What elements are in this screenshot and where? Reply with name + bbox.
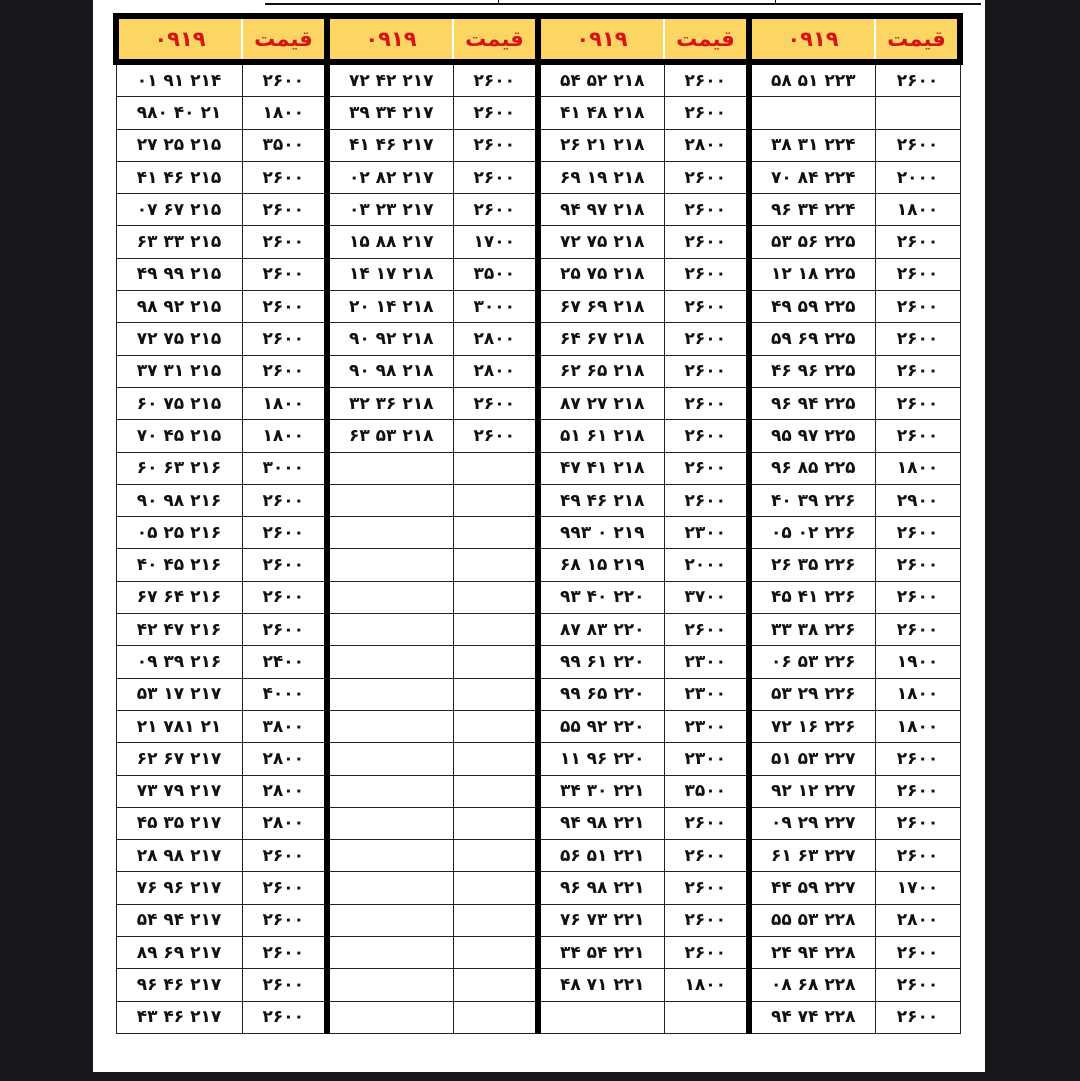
phone-number-cell: ۲۲۵ ۵۹ ۴۹ (749, 291, 875, 323)
price-cell: ۲۶۰۰ (242, 1001, 327, 1033)
phone-number-cell (327, 484, 453, 516)
price-cell: ۲۶۰۰ (664, 387, 749, 419)
price-cell: ۲۶۰۰ (875, 129, 960, 161)
price-cell: ۲۶۰۰ (453, 387, 538, 419)
price-cell: ۲۶۰۰ (875, 969, 960, 1001)
phone-number-cell: ۲۲۵ ۹۷ ۹۵ (749, 420, 875, 452)
phone-number-cell: ۲۱۷ ۶۹ ۸۹ (116, 937, 242, 969)
phone-number-cell (327, 581, 453, 613)
price-cell: ۲۶۰۰ (242, 581, 327, 613)
price-cell: ۲۶۰۰ (664, 323, 749, 355)
table-row (116, 807, 960, 839)
number-prefix-header: ۰۹۱۹ (749, 16, 875, 62)
phone-number-cell: ۲۱۷ ۴۶ ۴۱ (327, 129, 453, 161)
phone-number-cell: ۲۱۶ ۹۸ ۹۰ (116, 484, 242, 516)
phone-number-cell: ۲۱۸ ۶۱ ۵۱ (538, 420, 664, 452)
table-row (116, 291, 960, 323)
phone-number-cell: ۲۱۷ ۸۲ ۰۲ (327, 161, 453, 193)
phone-number-cell: ۲۲۷ ۶۳ ۶۱ (749, 840, 875, 872)
price-cell: ۲۶۰۰ (875, 614, 960, 646)
phone-number-cell: ۲۲۸ ۶۸ ۰۸ (749, 969, 875, 1001)
phone-number-cell: ۲۱۵ ۳۳ ۶۳ (116, 226, 242, 258)
price-cell: ۲۶۰۰ (875, 937, 960, 969)
price-cell (453, 549, 538, 581)
price-cell (453, 904, 538, 936)
phone-number-cell: ۲۱ ۷۸۱ ۲۱ (116, 710, 242, 742)
phone-number-cell: ۲۲۵ ۸۵ ۹۶ (749, 452, 875, 484)
price-cell: ۲۶۰۰ (242, 355, 327, 387)
table-row (116, 549, 960, 581)
price-cell: ۲۶۰۰ (875, 291, 960, 323)
price-cell: ۲۶۰۰ (453, 194, 538, 226)
price-cell: ۲۶۰۰ (664, 97, 749, 129)
price-cell: ۲۶۰۰ (242, 904, 327, 936)
price-cell (453, 743, 538, 775)
price-cell: ۲۶۰۰ (875, 323, 960, 355)
price-cell: ۲۶۰۰ (242, 323, 327, 355)
table-row (116, 710, 960, 742)
phone-number-cell: ۲۱۸ ۶۷ ۶۴ (538, 323, 664, 355)
price-cell: ۲۶۰۰ (875, 743, 960, 775)
price-cell: ۳۵۰۰ (242, 129, 327, 161)
price-cell: ۲۶۰۰ (664, 452, 749, 484)
price-cell: ۲۹۰۰ (875, 484, 960, 516)
phone-number-cell: ۲۱۸ ۳۶ ۳۲ (327, 387, 453, 419)
price-cell: ۲۶۰۰ (875, 355, 960, 387)
phone-number-cell: ۲۲۴ ۳۱ ۳۸ (749, 129, 875, 161)
table-row (116, 323, 960, 355)
phone-number-cell: ۲۲۱ ۹۸ ۹۶ (538, 872, 664, 904)
price-cell: ۲۶۰۰ (664, 937, 749, 969)
number-prefix-header: ۰۹۱۹ (116, 16, 242, 62)
price-cell: ۲۶۰۰ (242, 226, 327, 258)
price-cell: ۳۸۰۰ (242, 710, 327, 742)
phone-number-cell (327, 904, 453, 936)
phone-number-cell: ۲۱۷ ۲۳ ۰۳ (327, 194, 453, 226)
phone-number-cell: ۲۲۵ ۹۴ ۹۶ (749, 387, 875, 419)
phone-number-cell: ۲۲۰ ۸۳ ۸۷ (538, 614, 664, 646)
price-cell (875, 97, 960, 129)
phone-number-cell: ۲۲۱ ۵۱ ۵۶ (538, 840, 664, 872)
price-cell: ۲۶۰۰ (664, 614, 749, 646)
price-header: قیمت (664, 16, 749, 62)
phone-number-cell: ۲۱۷ ۴۶ ۴۳ (116, 1001, 242, 1033)
phone-number-cell (327, 872, 453, 904)
price-cell: ۲۶۰۰ (664, 420, 749, 452)
price-cell: ۲۳۰۰ (664, 743, 749, 775)
number-prefix-header: ۰۹۱۹ (327, 16, 453, 62)
price-cell: ۲۶۰۰ (875, 517, 960, 549)
phone-number-cell: ۲۲۶ ۳۵ ۲۶ (749, 549, 875, 581)
price-cell: ۲۸۰۰ (453, 323, 538, 355)
price-cell: ۲۶۰۰ (242, 969, 327, 1001)
phone-number-cell: ۲۱۵ ۷۵ ۷۲ (116, 323, 242, 355)
phone-number-cell: ۲۲۶ ۳۹ ۴۰ (749, 484, 875, 516)
price-cell (453, 1001, 538, 1033)
phone-number-cell: ۲۲۶ ۱۶ ۷۲ (749, 710, 875, 742)
price-cell (453, 872, 538, 904)
phone-number-cell: ۲۲۷ ۱۲ ۹۲ (749, 775, 875, 807)
price-cell: ۲۴۰۰ (242, 646, 327, 678)
price-cell: ۲۶۰۰ (242, 937, 327, 969)
phone-number-cell (327, 678, 453, 710)
table-row (116, 614, 960, 646)
price-cell (453, 581, 538, 613)
price-cell: ۲۸۰۰ (242, 743, 327, 775)
price-cell (453, 775, 538, 807)
phone-number-cell: ۲۱۹ ۰ ۹۹۳ (538, 517, 664, 549)
phone-number-cell (327, 840, 453, 872)
phone-number-cell: ۲۱۸ ۶۹ ۶۷ (538, 291, 664, 323)
table-row (116, 840, 960, 872)
price-cell: ۲۶۰۰ (242, 194, 327, 226)
phone-number-cell: ۲۲۰ ۶۵ ۹۹ (538, 678, 664, 710)
price-cell (453, 678, 538, 710)
phone-number-cell (327, 549, 453, 581)
phone-number-cell: ۲۱۸ ۷۵ ۷۲ (538, 226, 664, 258)
price-cell (453, 937, 538, 969)
phone-number-cell: ۲۱۸ ۱۹ ۶۹ (538, 161, 664, 193)
table-row (116, 161, 960, 193)
divider (498, 0, 499, 3)
phone-number-cell: ۲۱۸ ۵۲ ۵۴ (538, 62, 664, 97)
table-row (116, 62, 960, 97)
price-cell: ۲۶۰۰ (875, 258, 960, 290)
phone-number-cell: ۲۱۹ ۱۵ ۶۸ (538, 549, 664, 581)
phone-number-cell: ۲۱۶ ۶۴ ۶۷ (116, 581, 242, 613)
price-cell: ۲۶۰۰ (242, 161, 327, 193)
phone-number-cell (327, 937, 453, 969)
phone-number-cell: ۲۱۸ ۹۲ ۹۰ (327, 323, 453, 355)
phone-number-cell: ۲۲۱ ۵۴ ۳۴ (538, 937, 664, 969)
price-cell: ۲۶۰۰ (242, 484, 327, 516)
price-cell: ۲۰۰۰ (875, 161, 960, 193)
price-cell: ۲۶۰۰ (875, 549, 960, 581)
phone-number-cell (327, 646, 453, 678)
table-body (116, 62, 960, 1033)
phone-number-cell (327, 1001, 453, 1033)
phone-number-cell: ۲۱۵ ۹۹ ۴۹ (116, 258, 242, 290)
price-cell: ۲۶۰۰ (664, 194, 749, 226)
price-cell: ۲۳۰۰ (664, 710, 749, 742)
price-cell: ۲۶۰۰ (875, 387, 960, 419)
price-cell (453, 807, 538, 839)
phone-number-cell: ۲۱۶ ۴۵ ۴۰ (116, 549, 242, 581)
header-row (116, 16, 960, 62)
price-cell (664, 1001, 749, 1033)
phone-number-cell: ۲۱۶ ۴۷ ۴۲ (116, 614, 242, 646)
phone-number-cell: ۲۲۰ ۹۲ ۵۵ (538, 710, 664, 742)
price-cell: ۲۸۰۰ (242, 775, 327, 807)
phone-number-cell: ۲۱۸ ۶۵ ۶۲ (538, 355, 664, 387)
phone-number-cell: ۲۲۷ ۵۹ ۴۴ (749, 872, 875, 904)
phone-number-cell: ۲۲۶ ۲۹ ۵۳ (749, 678, 875, 710)
phone-number-cell: ۲۲۵ ۹۶ ۴۶ (749, 355, 875, 387)
phone-number-cell (327, 743, 453, 775)
phone-number-cell: ۲۲۱ ۳۰ ۳۴ (538, 775, 664, 807)
price-cell: ۲۶۰۰ (664, 807, 749, 839)
phone-number-cell: ۲۲۰ ۶۱ ۹۹ (538, 646, 664, 678)
phone-number-cell: ۲۲۷ ۵۳ ۵۱ (749, 743, 875, 775)
phone-number-cell: ۲۱۵ ۴۶ ۴۱ (116, 161, 242, 193)
phone-number-cell: ۲۱۸ ۹۸ ۹۰ (327, 355, 453, 387)
phone-number-cell: ۲۲۸ ۷۴ ۹۴ (749, 1001, 875, 1033)
phone-number-cell (327, 969, 453, 1001)
phone-number-cell: ۲۲۱ ۷۳ ۷۶ (538, 904, 664, 936)
phone-number-cell: ۲۲۶ ۴۱ ۴۵ (749, 581, 875, 613)
price-cell: ۲۸۰۰ (453, 355, 538, 387)
phone-number-cell: ۲۱۷ ۱۷ ۵۳ (116, 678, 242, 710)
price-cell: ۲۶۰۰ (875, 226, 960, 258)
phone-number-cell: ۲۲۱ ۷۱ ۴۸ (538, 969, 664, 1001)
phone-number-cell: ۲۱۷ ۴۲ ۷۲ (327, 62, 453, 97)
price-cell: ۲۳۰۰ (664, 517, 749, 549)
phone-number-cell: ۲۱۵ ۶۷ ۰۷ (116, 194, 242, 226)
price-cell: ۲۶۰۰ (242, 291, 327, 323)
phone-number-cell: ۲۱۸ ۴۶ ۴۹ (538, 484, 664, 516)
price-cell: ۲۶۰۰ (664, 904, 749, 936)
phone-number-cell: ۲۱۷ ۷۹ ۷۳ (116, 775, 242, 807)
price-cell: ۲۶۰۰ (242, 840, 327, 872)
phone-number-cell: ۲۲۷ ۲۹ ۰۹ (749, 807, 875, 839)
price-cell: ۱۸۰۰ (242, 97, 327, 129)
price-cell: ۲۶۰۰ (453, 420, 538, 452)
price-header: قیمت (875, 16, 960, 62)
phone-number-cell (327, 775, 453, 807)
price-cell (453, 517, 538, 549)
phone-number-cell: ۲۱۵ ۳۱ ۳۷ (116, 355, 242, 387)
table-row (116, 743, 960, 775)
table-row (116, 452, 960, 484)
table-row (116, 517, 960, 549)
price-cell: ۲۶۰۰ (875, 1001, 960, 1033)
phone-number-cell: ۲۲۵ ۱۸ ۱۲ (749, 258, 875, 290)
phone-number-cell: ۲۲۱ ۹۸ ۹۴ (538, 807, 664, 839)
price-cell: ۱۸۰۰ (875, 710, 960, 742)
table-row (116, 1001, 960, 1033)
price-cell: ۱۸۰۰ (664, 969, 749, 1001)
price-cell: ۱۸۰۰ (875, 678, 960, 710)
phone-number-cell: ۲۱۸ ۱۴ ۲۰ (327, 291, 453, 323)
price-cell (453, 452, 538, 484)
table-row (116, 581, 960, 613)
price-cell: ۴۰۰۰ (242, 678, 327, 710)
phone-number-cell: ۲۱۶ ۲۵ ۰۵ (116, 517, 242, 549)
price-cell (453, 484, 538, 516)
price-cell: ۲۶۰۰ (875, 840, 960, 872)
phone-number-price-table (113, 13, 963, 1034)
table-row (116, 258, 960, 290)
price-cell: ۱۸۰۰ (242, 387, 327, 419)
phone-number-cell: ۲۱ ۴۰ ۹۸۰ (116, 97, 242, 129)
phone-number-cell: ۲۱۷ ۳۵ ۴۵ (116, 807, 242, 839)
price-cell: ۳۰۰۰ (453, 291, 538, 323)
price-cell: ۲۶۰۰ (242, 872, 327, 904)
price-cell: ۲۶۰۰ (664, 840, 749, 872)
phone-number-cell: ۲۲۸ ۵۳ ۵۵ (749, 904, 875, 936)
phone-number-cell (327, 710, 453, 742)
phone-number-cell (327, 807, 453, 839)
number-prefix-header: ۰۹۱۹ (538, 16, 664, 62)
price-cell: ۳۵۰۰ (453, 258, 538, 290)
price-cell: ۲۶۰۰ (242, 614, 327, 646)
price-cell (453, 646, 538, 678)
phone-number-cell: ۲۲۰ ۹۶ ۱۱ (538, 743, 664, 775)
phone-number-cell: ۲۱۸ ۵۳ ۶۳ (327, 420, 453, 452)
phone-number-cell: ۲۱۴ ۹۱ ۰۱ (116, 62, 242, 97)
price-cell: ۲۰۰۰ (664, 549, 749, 581)
price-cell: ۳۰۰۰ (242, 452, 327, 484)
price-cell: ۲۶۰۰ (664, 62, 749, 97)
divider (775, 0, 776, 3)
price-cell: ۱۹۰۰ (875, 646, 960, 678)
table-row (116, 97, 960, 129)
phone-number-cell: ۲۲۵ ۵۶ ۵۳ (749, 226, 875, 258)
table-row (116, 420, 960, 452)
phone-number-cell: ۲۲۵ ۶۹ ۵۹ (749, 323, 875, 355)
phone-number-cell: ۲۱۷ ۶۷ ۶۲ (116, 743, 242, 775)
phone-number-cell: ۲۲۸ ۹۴ ۲۴ (749, 937, 875, 969)
table-row (116, 969, 960, 1001)
table-row (116, 226, 960, 258)
previous-table-edge (265, 0, 981, 5)
table-row (116, 904, 960, 936)
table-row (116, 355, 960, 387)
table-row (116, 484, 960, 516)
phone-number-cell: ۲۱۷ ۸۸ ۱۵ (327, 226, 453, 258)
price-cell: ۲۶۰۰ (242, 62, 327, 97)
price-cell: ۲۶۰۰ (664, 484, 749, 516)
phone-number-cell: ۲۱۷ ۹۶ ۷۶ (116, 872, 242, 904)
phone-number-cell: ۲۲۴ ۸۴ ۷۰ (749, 161, 875, 193)
phone-number-cell: ۲۱۸ ۴۱ ۴۷ (538, 452, 664, 484)
price-cell: ۲۶۰۰ (875, 775, 960, 807)
price-cell: ۲۳۰۰ (664, 646, 749, 678)
phone-number-cell: ۲۱۸ ۴۸ ۴۱ (538, 97, 664, 129)
phone-number-cell: ۲۱۶ ۳۹ ۰۹ (116, 646, 242, 678)
phone-number-cell: ۲۱۵ ۹۲ ۹۸ (116, 291, 242, 323)
price-cell: ۲۶۰۰ (664, 355, 749, 387)
phone-number-cell (327, 517, 453, 549)
phone-number-cell: ۲۱۸ ۷۵ ۲۵ (538, 258, 664, 290)
phone-number-cell: ۲۱۷ ۹۴ ۵۴ (116, 904, 242, 936)
price-cell: ۲۸۰۰ (664, 129, 749, 161)
price-cell: ۱۸۰۰ (875, 452, 960, 484)
price-cell: ۲۶۰۰ (242, 549, 327, 581)
price-cell: ۲۶۰۰ (453, 97, 538, 129)
phone-number-cell: ۲۲۶ ۰۲ ۰۵ (749, 517, 875, 549)
price-cell: ۲۶۰۰ (453, 129, 538, 161)
price-cell: ۳۵۰۰ (664, 775, 749, 807)
price-cell: ۲۶۰۰ (242, 517, 327, 549)
price-cell: ۱۷۰۰ (453, 226, 538, 258)
price-cell: ۱۸۰۰ (875, 194, 960, 226)
phone-number-cell: ۲۲۴ ۳۴ ۹۶ (749, 194, 875, 226)
price-cell: ۲۸۰۰ (875, 904, 960, 936)
table-row (116, 872, 960, 904)
phone-number-cell: ۲۱۸ ۹۷ ۹۴ (538, 194, 664, 226)
price-cell: ۳۷۰۰ (664, 581, 749, 613)
price-cell: ۲۶۰۰ (242, 258, 327, 290)
phone-number-cell (538, 1001, 664, 1033)
phone-number-cell: ۲۱۵ ۷۵ ۶۰ (116, 387, 242, 419)
price-cell: ۲۶۰۰ (875, 807, 960, 839)
phone-number-cell: ۲۲۶ ۳۸ ۳۳ (749, 614, 875, 646)
price-cell (453, 614, 538, 646)
price-header: قیمت (242, 16, 327, 62)
table-row (116, 775, 960, 807)
price-cell: ۲۶۰۰ (664, 161, 749, 193)
phone-number-cell: ۲۲۳ ۵۱ ۵۸ (749, 62, 875, 97)
phone-number-cell: ۲۱۸ ۱۷ ۱۴ (327, 258, 453, 290)
table-row (116, 387, 960, 419)
price-cell (453, 710, 538, 742)
phone-number-cell: ۲۱۶ ۶۳ ۶۰ (116, 452, 242, 484)
price-header: قیمت (453, 16, 538, 62)
table-row (116, 646, 960, 678)
table-row (116, 937, 960, 969)
phone-number-cell: ۲۱۸ ۲۱ ۲۶ (538, 129, 664, 161)
phone-number-cell: ۲۱۷ ۳۴ ۳۹ (327, 97, 453, 129)
table-row (116, 194, 960, 226)
phone-number-cell: ۲۱۵ ۲۵ ۲۷ (116, 129, 242, 161)
price-cell: ۲۶۰۰ (664, 258, 749, 290)
price-cell: ۲۳۰۰ (664, 678, 749, 710)
phone-number-cell (327, 614, 453, 646)
table-row (116, 129, 960, 161)
phone-number-cell: ۲۱۸ ۲۷ ۸۷ (538, 387, 664, 419)
price-cell: ۲۶۰۰ (664, 291, 749, 323)
phone-number-cell (327, 452, 453, 484)
price-cell: ۲۶۰۰ (875, 420, 960, 452)
price-cell: ۲۶۰۰ (875, 581, 960, 613)
phone-number-cell: ۲۲۰ ۴۰ ۹۳ (538, 581, 664, 613)
price-cell: ۲۶۰۰ (453, 62, 538, 97)
phone-number-cell: ۲۱۵ ۴۵ ۷۰ (116, 420, 242, 452)
price-cell: ۲۸۰۰ (242, 807, 327, 839)
price-cell (453, 840, 538, 872)
price-cell: ۲۶۰۰ (453, 161, 538, 193)
phone-number-cell: ۲۱۷ ۴۶ ۹۶ (116, 969, 242, 1001)
phone-number-cell (749, 97, 875, 129)
phone-number-cell: ۲۲۶ ۵۳ ۰۶ (749, 646, 875, 678)
price-cell (453, 969, 538, 1001)
price-cell: ۲۶۰۰ (664, 226, 749, 258)
price-cell: ۲۶۰۰ (875, 62, 960, 97)
table-row (116, 678, 960, 710)
price-cell: ۱۸۰۰ (242, 420, 327, 452)
price-cell: ۲۶۰۰ (664, 872, 749, 904)
phone-number-cell: ۲۱۷ ۹۸ ۲۸ (116, 840, 242, 872)
price-cell: ۱۷۰۰ (875, 872, 960, 904)
